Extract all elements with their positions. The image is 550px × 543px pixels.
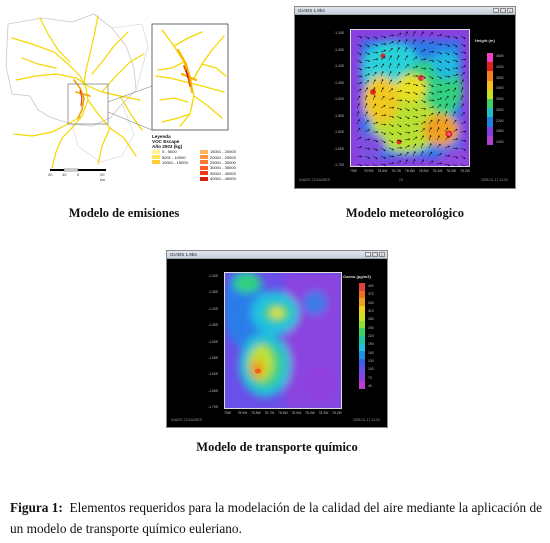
figure-caption-text: Elementos requeridos para la modelación de la calidad del aire mediante la aplicación de un modelo de transporte químico euleriano. [10, 500, 543, 536]
legend-swatch [200, 177, 208, 181]
legend-label: 20001 - 25000 [210, 154, 236, 160]
footer-right: 2005-01-17-12:00 [353, 418, 380, 422]
legend-swatch [200, 155, 208, 159]
legend-item [152, 176, 198, 181]
window-title: GrADS 1.9b4 [170, 252, 197, 257]
colorbar [359, 283, 365, 389]
colorbar-label: 190 [368, 342, 374, 347]
lon-tick-label: 79W [350, 169, 357, 173]
scale-bar [48, 168, 110, 182]
colorbar-title: Ozono (µg/m3) [343, 274, 371, 279]
legend-label: 35001 - 40000 [210, 170, 236, 176]
lon-tick-label: 78.3W [318, 411, 329, 415]
legend-swatch [200, 171, 208, 175]
lat-tick-label: -1.40S [208, 306, 218, 311]
lon-tick-label: 78.9W [237, 411, 248, 415]
scale-tick: 20 km [100, 172, 106, 182]
lat-tick-label: -1.45S [334, 80, 344, 85]
legend-swatch [152, 160, 160, 164]
lon-tick-label: 78.9W [363, 169, 374, 173]
colorbar-label: 250 [368, 325, 374, 330]
lat-tick-label: -1.60S [334, 130, 344, 134]
window-titlebar [295, 7, 515, 15]
province-outline [6, 14, 136, 126]
lat-tick-label: -1.65S [334, 146, 344, 151]
legend-subtitle: VOC Escape [152, 139, 180, 144]
maximize-icon[interactable]: □ [501, 8, 505, 13]
lat-tick-label: -1.35S [208, 290, 218, 295]
scale-tick: 20 [48, 172, 53, 177]
colorbar-label: 3000 [496, 97, 504, 101]
meteo-plot-area [350, 29, 470, 167]
height-field [351, 30, 470, 167]
footer-left: GrADS: COLA/IGES [299, 178, 330, 182]
scale-tick: 0 [77, 172, 80, 177]
colorbar-label: 3400 [496, 86, 504, 91]
lon-tick-label: 78.7W [264, 411, 275, 415]
lat-tick-label: -1.60S [208, 372, 218, 377]
close-icon[interactable]: × [380, 252, 384, 257]
lat-tick-label: -1.70S [334, 163, 344, 167]
legend-subtitle-year: Año 2003 (kg) [152, 144, 183, 149]
meteo-caption: Modelo meteorológico [345, 206, 465, 220]
legend-label: 10001 - 15000 [162, 159, 188, 165]
scale-tick: 10 [62, 172, 67, 177]
lon-tick-label: 78.6W [405, 169, 415, 173]
colorbar-label: 100 [368, 367, 374, 372]
colorbar-label: 4200 [496, 64, 504, 69]
colorbar-label: 1400 [496, 140, 504, 144]
lon-tick-label: 78.8W [251, 411, 261, 415]
lon-tick-label: 78.2W [460, 169, 470, 173]
lat-tick-label: -1.45S [208, 323, 218, 328]
legend-swatch [200, 150, 208, 154]
lat-tick-label: -1.70S [208, 405, 218, 409]
chem-caption: Modelo de transporte químico [196, 440, 358, 454]
lon-tick-label: 78.5W [418, 169, 429, 173]
legend-label: 40001 - 45000 [210, 176, 236, 182]
colorbar-label: 310 [368, 309, 374, 313]
chem-plot-area [224, 272, 342, 409]
colorbar-label: 3800 [496, 75, 504, 80]
lon-tick-label: 78.8W [377, 169, 388, 173]
minimize-icon[interactable]: – [494, 8, 498, 13]
meteo-window [294, 6, 516, 189]
colorbar-label: 4600 [496, 54, 504, 58]
legend-swatch [152, 150, 160, 154]
colorbar-label: 220 [368, 334, 374, 338]
lat-tick-label: -1.35S [334, 47, 344, 52]
lon-tick-label: 78.3W [446, 169, 457, 173]
colorbar-label: 1800 [496, 129, 504, 134]
legend-title: Leyenda [152, 134, 171, 139]
lat-tick-label: -1.55S [334, 113, 344, 118]
colorbar-label: 2200 [496, 118, 504, 123]
legend-swatch [200, 166, 208, 170]
legend-swatch [200, 160, 208, 164]
footer-right: 2005-01-17-12:00 [481, 178, 508, 182]
lat-tick-label: -1.40S [334, 64, 344, 68]
close-icon[interactable]: × [508, 8, 512, 13]
lon-tick-label: 78.5W [291, 411, 302, 415]
lon-tick-label: 78.7W [391, 169, 402, 173]
legend-label: 5001 - 10000 [162, 154, 186, 160]
footer-left: GrADS: COLA/IGES [171, 418, 202, 422]
legend-swatch [152, 155, 160, 159]
window-titlebar [167, 251, 387, 259]
colorbar-label: 400 [368, 284, 374, 288]
colorbar-label: 370 [368, 292, 374, 297]
lat-tick-label: -1.30S [334, 31, 344, 35]
emissions-legend [152, 134, 248, 181]
lon-tick-label: 78.4W [305, 411, 315, 415]
footer-mid: 10 [399, 178, 403, 182]
colorbar-label: 340 [368, 300, 374, 305]
colorbar-label: 160 [368, 350, 374, 355]
legend-label: 15001 - 20000 [210, 149, 236, 155]
legend-item [200, 176, 246, 181]
colorbar-segment [487, 136, 493, 146]
lon-tick-label: 78.2W [332, 411, 342, 415]
colorbar-label: 70 [368, 375, 372, 380]
maximize-icon[interactable]: □ [373, 252, 377, 257]
legend-label: 30001 - 35000 [210, 165, 236, 171]
emissions-caption: Modelo de emisiones [68, 206, 180, 220]
colorbar-label: 280 [368, 317, 374, 322]
colorbar-label: 2600 [496, 107, 504, 112]
colorbar-label: 130 [368, 359, 374, 363]
colorbar-label: 40 [368, 384, 372, 388]
figure-label: Figura 1: [10, 500, 63, 515]
lat-tick-label: -1.50S [208, 339, 218, 344]
minimize-icon[interactable]: – [366, 252, 370, 257]
emissions-figure [2, 6, 246, 180]
colorbar-title: Height (m) [475, 38, 495, 43]
figure-caption [10, 497, 542, 539]
lat-tick-label: -1.65S [208, 388, 218, 393]
legend-label: 25001 - 30000 [210, 159, 236, 165]
lon-tick-label: 78.4W [432, 169, 443, 173]
lon-tick-label: 78.6W [278, 411, 288, 415]
lat-tick-label: -1.50S [334, 97, 344, 101]
lat-tick-label: -1.30S [208, 274, 218, 278]
lat-tick-label: -1.55S [208, 355, 218, 360]
colorbar [487, 53, 493, 145]
window-title: GrADS 1.9b4 [298, 8, 325, 13]
colorbar-segment [359, 381, 365, 389]
lon-tick-label: 79W [224, 411, 231, 415]
legend-items [152, 149, 248, 181]
chem-window [166, 250, 388, 428]
legend-label: 0 - 5000 [162, 149, 177, 155]
ozone-field [225, 273, 342, 409]
